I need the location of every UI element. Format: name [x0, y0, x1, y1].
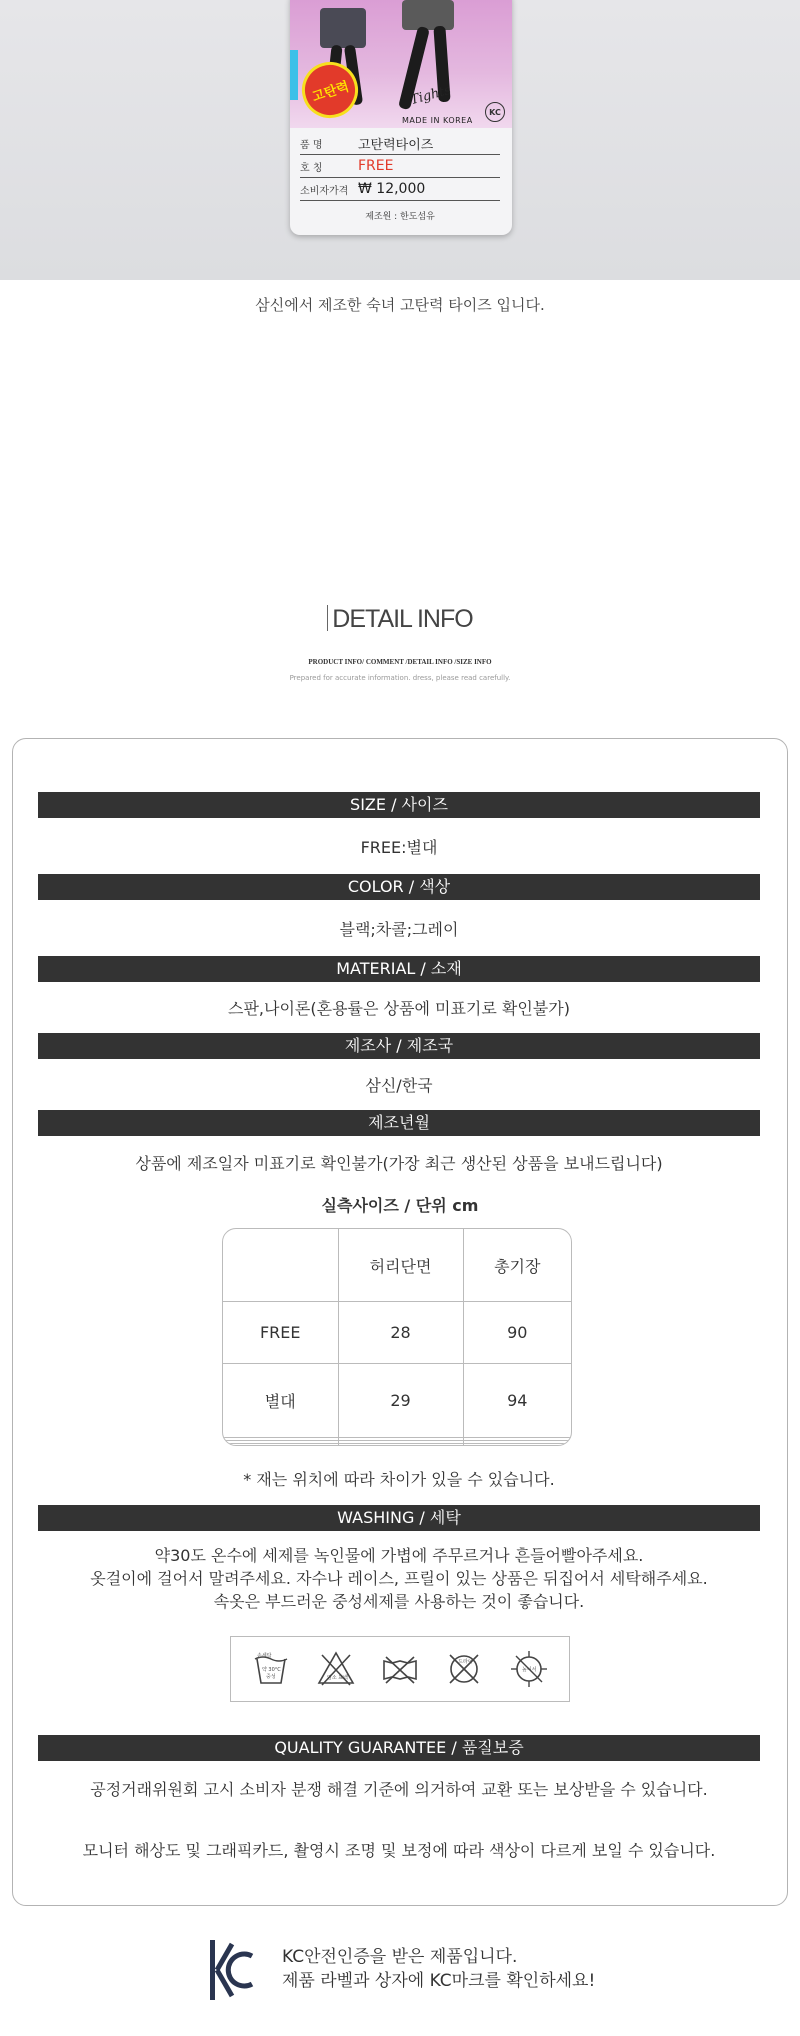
- monitor-notice: 모니터 해상도 및 그래픽카드, 촬영시 조명 및 보정에 따라 색상이 다르게 보일 수 있습니다.: [82, 1841, 716, 1860]
- washing-header: WASHING / 세탁: [38, 1505, 760, 1531]
- svg-text:약 30°C: 약 30°C: [262, 1667, 281, 1673]
- color-value: 블랙;차콜;그레이: [339, 920, 459, 939]
- maker-value: 삼신/한국: [365, 1076, 433, 1095]
- kc-notice-line: KC안전인증을 받은 제품입니다.: [282, 1947, 518, 1967]
- manufacture-date-header: 제조년월: [38, 1110, 760, 1136]
- svg-text:염소 표백: 염소 표백: [326, 1675, 348, 1681]
- kc-small-icon: KC: [485, 102, 505, 122]
- size-value: FREE:별대: [360, 838, 438, 857]
- washing-instructions: 약30도 온수에 세제를 녹인물에 가볍에 주무르거나 흔들어빨아주세요. 옷걸이에 걸어서 말려주세요. 자수나 레이스, 프릴이 있는 상품은 뒤집어서 세탁해주세요. 속옷은 부드러운 중성세제를 사용하는 것이 좋습니다.: [90, 1546, 708, 1611]
- table-row: [223, 1443, 571, 1445]
- svg-text:손세탁: 손세탁: [257, 1653, 272, 1659]
- hand-wash-30-icon: [251, 1649, 291, 1689]
- ironing-icon: [509, 1649, 549, 1689]
- kc-notice: [282, 1945, 595, 1993]
- maker-label: 제조원 : 한도섬유: [365, 212, 435, 222]
- label-row: 호 칭 FREE: [300, 155, 500, 178]
- svg-text:높이서: 높이서: [521, 1667, 537, 1673]
- measure-size-title: 실측사이즈 / 단위 cm: [321, 1196, 479, 1215]
- size-table: [222, 1228, 572, 1446]
- tights-package: [290, 0, 512, 235]
- no-dry-clean-icon: [444, 1649, 484, 1689]
- package-label: [300, 132, 500, 222]
- no-tumble-dry-icon: [380, 1649, 420, 1689]
- made-in-label: MADE IN KOREA: [402, 116, 473, 125]
- label-row: 품 명 고탄력타이즈: [300, 132, 500, 155]
- table-row: FREE 28 90: [223, 1302, 571, 1364]
- size-header: SIZE / 사이즈: [38, 792, 760, 818]
- quality-value: 공정거래위원회 고시 소비자 분쟁 해결 기준에 의거하여 교환 또는 보상받을 수 있습니다.: [90, 1780, 708, 1799]
- manufacture-date-value: 상품에 제조일자 미표기로 확인불가(가장 최근 생산된 상품을 보내드립니다): [135, 1154, 663, 1173]
- no-bleach-icon: [316, 1649, 356, 1689]
- product-photo: [0, 0, 800, 280]
- color-header: COLOR / 색상: [38, 874, 760, 900]
- detail-info-subtitle: PRODUCT INFO/ COMMENT /DETAIL INFO /SIZE INFO: [308, 658, 492, 666]
- high-elastic-badge: 고탄력: [295, 55, 366, 126]
- measure-note: * 재는 위치에 따라 차이가 있을 수 있습니다.: [243, 1470, 555, 1489]
- label-row: 소비자가격 ₩ 12,000: [300, 178, 500, 201]
- detail-info-title: DETAIL INFO: [0, 605, 800, 634]
- table-row: 별대 29 94: [223, 1363, 571, 1437]
- material-value: 스판,나이론(혼용률은 상품에 미표기로 확인불가): [228, 999, 570, 1018]
- quality-header: QUALITY GUARANTEE / 품질보증: [38, 1735, 760, 1761]
- brand-signature: Tights: [408, 82, 453, 109]
- maker-header: 제조사 / 제조국: [38, 1033, 760, 1059]
- care-symbols: [230, 1636, 570, 1702]
- detail-info-note: Prepared for accurate information. dress, please read carefully.: [289, 674, 511, 682]
- product-caption: 삼신에서 제조한 숙녀 고탄력 타이즈 입니다.: [255, 296, 545, 314]
- svg-text:중성: 중성: [266, 1674, 276, 1680]
- svg-text:드라이: 드라이: [458, 1659, 473, 1665]
- kc-certification-icon: [208, 1938, 256, 2002]
- material-header: MATERIAL / 소재: [38, 956, 760, 982]
- table-header-row: 허리단면 총기장: [223, 1229, 571, 1302]
- kc-notice-line: 제품 라벨과 상자에 KC마크를 확인하세요!: [282, 1971, 596, 1991]
